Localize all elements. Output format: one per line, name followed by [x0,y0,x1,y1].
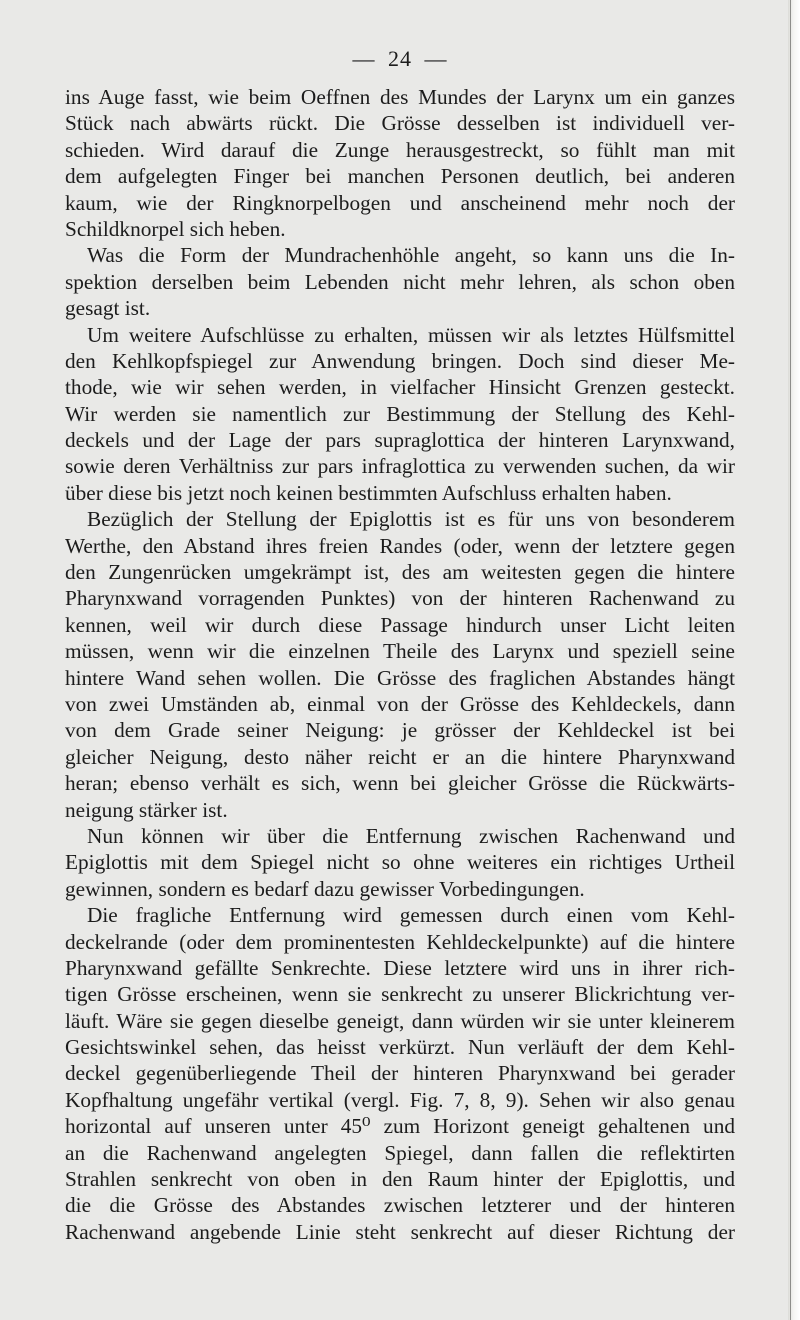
text-line: Die fragliche Entfernung wird gemessen durch einen vom Kehl- [87,903,735,928]
text-line: deckelrande (oder dem prominentesten Kehldeckelpunkte) auf die hintere [65,929,735,954]
text-line: gleicher Neigung, desto näher reicht er an die hintere Pharynxwand [65,744,735,769]
text-line: läuft. Wäre sie gegen dieselbe geneigt, dann würden wir sie unter kleinerem [65,1008,735,1033]
text-line: gewinnen, sondern es bedarf dazu gewisser Vorbedingungen. [65,876,585,901]
text-line: an die Rachenwand angelegten Spiegel, dann fallen die reflektirten [65,1140,735,1165]
text-line: Was die Form der Mundrachenhöhle angeht, so kann uns die In- [87,243,735,268]
text-line: deckels und der Lage der pars supraglottica der hinteren Larynxwand, [65,428,735,453]
text-line: über diese bis jetzt noch keinen bestimmten Aufschluss erhalten haben. [65,480,672,505]
text-line: die die Grösse des Abstandes zwischen letzterer und der hinteren [65,1193,735,1218]
text-line: kennen, weil wir durch diese Passage hindurch unser Licht leiten [65,612,735,637]
text-line: heran; ebenso verhält es sich, wenn bei gleicher Grösse die Rückwärts- [65,771,735,796]
text-line: den Zungenrücken umgekrämpt ist, des am weitesten gegen die hintere [65,560,735,585]
text-line: Wir werden sie namentlich zur Bestimmung der Stellung des Kehl- [65,401,735,426]
text-line: schieden. Wird darauf die Zunge herausgestreckt, so fühlt man mit [65,137,735,162]
text-line: Werthe, den Abstand ihres freien Randes (oder, wenn der letztere gegen [65,533,735,558]
text-line: neigung stärker ist. [65,797,228,822]
text-line: hintere Wand sehen wollen. Die Grösse des fraglichen Abstandes hängt [65,665,735,690]
text-line: dem aufgelegten Finger bei manchen Personen deutlich, bei anderen [65,164,735,189]
text-line: Gesichtswinkel sehen, das heisst verkürzt. Nun verläuft der dem Kehl- [65,1035,735,1060]
text-line: gesagt ist. [65,296,151,321]
text-line: Strahlen senkrecht von oben in den Raum hinter der Epiglottis, und [65,1167,735,1192]
text-line: thode, wie wir sehen werden, in vielfacher Hinsicht Grenzen gesteckt. [65,375,735,400]
text-line: horizontal auf unseren unter 45⁰ zum Horizont geneigt gehaltenen und [65,1114,735,1139]
page-edge-line [790,0,791,1320]
text-line: Bezüglich der Stellung der Epiglottis ist es für uns von besonderem [87,507,735,532]
text-line: den Kehlkopfspiegel zur Anwendung bringen. Doch sind dieser Me- [65,348,735,373]
text-line: von zwei Umständen ab, einmal von der Grösse des Kehldeckels, dann [65,691,735,716]
text-line: Pharynxwand vorragenden Punktes) von der hinteren Rachenwand zu [65,586,735,611]
text-line: deckel gegenüberliegende Theil der hinteren Pharynxwand bei gerader [65,1061,735,1086]
text-line: von dem Grade seiner Neigung: je grösser der Kehldeckel ist bei [65,718,735,743]
text-line: Epiglottis mit dem Spiegel nicht so ohne weiteres ein richtiges Urtheil [65,850,735,875]
text-line: tigen Grösse erscheinen, wenn sie senkrecht zu unserer Blickrichtung ver- [65,982,735,1007]
text-line: Nun können wir über die Entfernung zwischen Rachenwand und [87,823,735,848]
text-line: Rachenwand angebende Linie steht senkrecht auf dieser Richtung der [65,1219,735,1244]
text-line: kaum, wie der Ringknorpelbogen und anscheinend mehr noch der [65,190,735,215]
text-line: müssen, wenn wir die einzelnen Theile des Larynx und speziell seine [65,639,735,664]
text-line: Pharynxwand gefällte Senkrechte. Diese letztere wird uns in ihrer rich- [65,955,735,980]
page-number: — 24 — [352,46,448,71]
text-line: ins Auge fasst, wie beim Oeffnen des Mundes der Larynx um ein ganzes [65,85,735,109]
text-line: spektion derselben beim Lebenden nicht mehr lehren, als schon oben [65,269,735,294]
text-line: Um weitere Aufschlüsse zu erhalten, müssen wir als letztes Hülfsmittel [87,322,735,347]
text-line: Schildknorpel sich heben. [65,216,286,241]
text-line: sowie deren Verhältniss zur pars infraglottica zu verwenden suchen, da wir [65,454,735,479]
text-line: Stück nach abwärts rückt. Die Grösse desselben ist individuell ver- [65,111,735,136]
text-line: Kopfhaltung ungefähr vertikal (vergl. Fig. 7, 8, 9). Sehen wir also genau [65,1087,735,1112]
body-text [65,84,735,1245]
